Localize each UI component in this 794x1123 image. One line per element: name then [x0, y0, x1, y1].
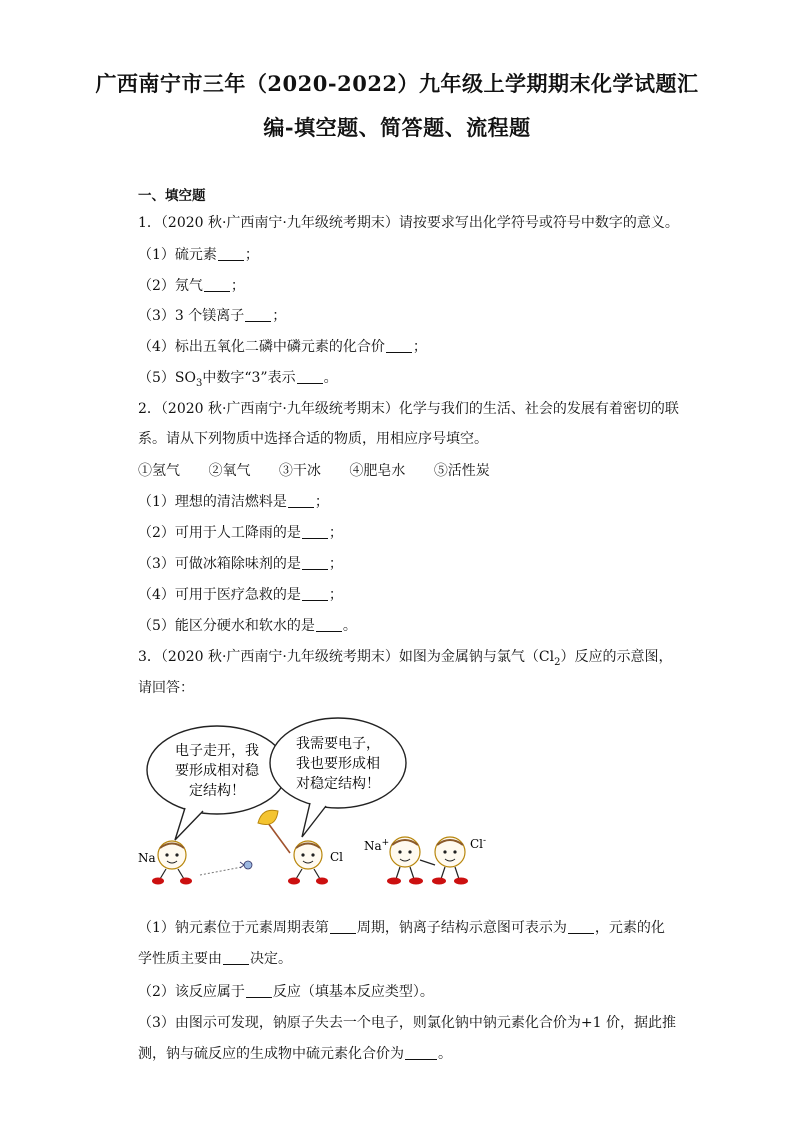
sodium-atom-character — [152, 841, 192, 885]
answer-blank[interactable] — [568, 919, 594, 934]
q2-item-2: （2）可用于人工降雨的是 ； — [138, 525, 343, 541]
q1-item-2: （2）氖气 ； — [138, 278, 245, 294]
bubble-left-line1: 电子走开，我 — [175, 743, 259, 759]
bubble-right-line2: 我也要形成相 — [296, 756, 380, 772]
answer-blank[interactable] — [330, 919, 356, 934]
answer-blank[interactable] — [246, 983, 272, 998]
q2-item-3: （3）可做冰箱除味剂的是 ； — [138, 556, 343, 572]
q1-item-5: $(5)SO_3$中数字“3”表示 。 — [138, 370, 338, 389]
q2-item-1: （1）理想的清洁燃料是 ； — [138, 494, 329, 510]
answer-blank[interactable] — [204, 277, 230, 292]
q2-options — [138, 461, 514, 481]
q1-item-1: （1）硫元素 ； — [138, 247, 259, 263]
sodium-ion-character — [387, 837, 435, 885]
answer-blank[interactable] — [245, 307, 271, 322]
answer-blank[interactable] — [297, 369, 323, 384]
option-5: ⑤活性炭 — [433, 463, 490, 479]
reaction-cartoon-figure — [130, 715, 510, 895]
chloride-ion-character — [432, 837, 468, 885]
option-3: ③干冰 — [278, 463, 321, 479]
answer-blank[interactable] — [386, 338, 412, 353]
q1-stem: 1．（2020 秋·广西南宁·九年级统考期末）请按要求写出化学符号或符号中数字的意义。 — [138, 215, 679, 231]
q3-part-1-line1: （1）钠元素位于元素周期表第 周期，钠离子结构示意图可表示为 ，元素的化 — [138, 920, 665, 936]
answer-blank[interactable] — [316, 617, 342, 632]
answer-blank[interactable] — [223, 950, 249, 965]
option-4: ④肥皂水 — [349, 463, 406, 479]
label-na: Na — [138, 851, 156, 865]
bubble-left-line2: 要形成相对稳 — [175, 763, 259, 779]
q2-stem-line2: 系。请从下列物质中选择合适的物质，用相应序号填空。 — [138, 431, 488, 447]
q3-part-2: （2）该反应属于 反应（填基本反应类型）。 — [138, 984, 434, 1000]
speech-bubble-right — [270, 718, 406, 837]
bubble-left-line3: 定结构！ — [189, 783, 245, 799]
electron-trail — [200, 861, 252, 875]
answer-blank[interactable] — [302, 586, 328, 601]
q3-stem-line1: 3．（2020 秋·广西南宁·九年级统考期末）如图为金属钠与氯气$(Cl_2)$反应的示意图， — [138, 649, 673, 668]
label-na-ion: Na+ — [364, 838, 390, 853]
label-cl-ion: Cl- — [470, 836, 487, 851]
q2-item-5: （5）能区分硬水和软水的是 。 — [138, 618, 357, 634]
section-heading: 一、填空题 — [138, 188, 206, 204]
answer-blank[interactable] — [218, 246, 244, 261]
label-cl: Cl — [330, 850, 344, 864]
answer-blank[interactable] — [302, 555, 328, 570]
bubble-right-line3: 对稳定结构！ — [296, 776, 380, 792]
butterfly-net-icon — [258, 810, 290, 853]
q3-part-1-line2: 学性质主要由 决定。 — [138, 951, 292, 967]
q3-part-3-line2: 测，钠与硫反应的生成物中硫元素化合价为 。 — [138, 1046, 452, 1062]
chlorine-atom-character — [288, 841, 328, 885]
answer-blank[interactable] — [288, 493, 314, 508]
q3-part-3-line1: （3）由图示可发现，钠原子失去一个电子，则氯化钠中钠元素化合价为+1 价，据此推 — [138, 1015, 676, 1031]
q1-item-3: （3）3 个镁离子 ； — [138, 308, 287, 324]
q2-item-4: （4）可用于医疗急救的是 ； — [138, 587, 343, 603]
document-title-line1: 广西南宁市三年（2020-2022）九年级上学期期末化学试题汇 — [95, 71, 699, 96]
q3-stem-line2: 请回答： — [138, 680, 194, 696]
q2-stem-line1: 2．（2020 秋·广西南宁·九年级统考期末）化学与我们的生活、社会的发展有着密切的联 — [138, 401, 679, 417]
q1-item-4: （4）标出五氧化二磷中磷元素的化合价 ； — [138, 339, 427, 355]
bubble-right-line1: 我需要电子， — [296, 736, 380, 752]
option-1: ①氢气 — [138, 463, 180, 479]
option-2: ②氧气 — [208, 463, 251, 479]
document-title-line2: 编-填空题、简答题、流程题 — [263, 115, 531, 140]
answer-blank[interactable] — [302, 524, 328, 539]
answer-blank[interactable] — [405, 1045, 437, 1060]
